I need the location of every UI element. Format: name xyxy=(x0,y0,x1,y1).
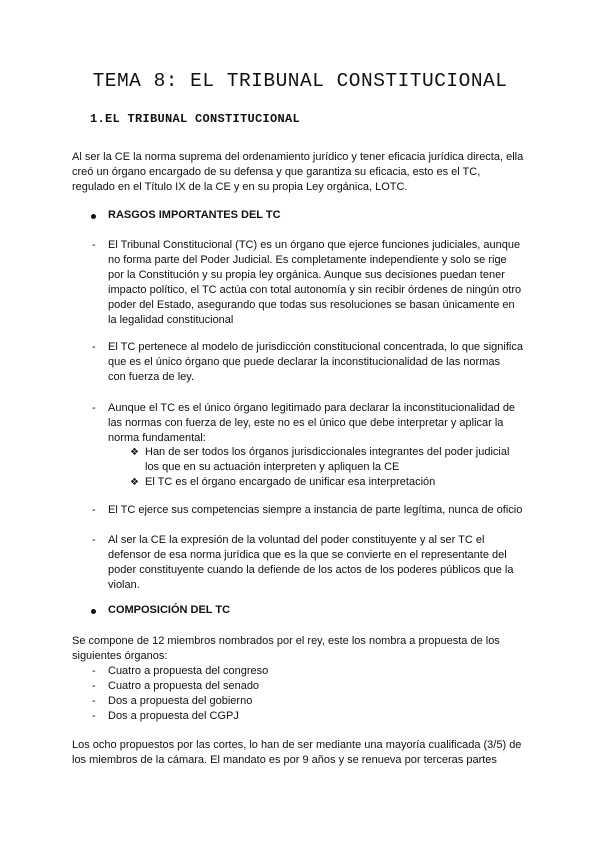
rasgo-line: norma fundamental: xyxy=(108,432,206,444)
heading-composicion: COMPOSICIÓN DEL TC xyxy=(108,604,231,616)
dash-marker: - xyxy=(92,341,96,353)
dash-marker: - xyxy=(92,504,96,516)
section-title: 1.EL TRIBUNAL CONSTITUCIONAL xyxy=(90,112,301,126)
intro-line: creó un órgano encargado de su defensa y que garantiza su eficacia, esto es el TC, xyxy=(72,166,481,178)
composicion-item: Cuatro a propuesta del congreso xyxy=(108,665,269,677)
composicion-item: Dos a propuesta del CGPJ xyxy=(108,710,239,722)
closing-line: los miembros de la cámara. El mandato es por 9 años y se renueva por terceras partes xyxy=(72,754,497,766)
rasgo-line: impacto político, el TC actúa con total autonomía y sin recibir órdenes de ningún otro xyxy=(108,284,522,296)
rasgo-line: Aunque el TC es el único órgano legitimado para declarar la inconstitucionalidad de xyxy=(108,402,516,414)
heading-rasgos: RASGOS IMPORTANTES DEL TC xyxy=(108,209,281,221)
rasgo-line: violan. xyxy=(108,579,140,591)
dash-marker: - xyxy=(92,402,96,414)
dash-marker: - xyxy=(92,665,96,677)
diamond-bullet-icon: ❖ xyxy=(130,477,139,488)
rasgo-line: con fuerza de ley. xyxy=(108,371,195,383)
dash-marker: - xyxy=(92,680,96,692)
dash-marker: - xyxy=(92,239,96,251)
composicion-line: Se compone de 12 miembros nombrados por el rey, este los nombra a propuesta de los xyxy=(72,635,500,647)
rasgo-line: la legalidad constitucional xyxy=(108,314,234,326)
bullet-icon xyxy=(91,214,96,219)
bullet-icon xyxy=(91,609,96,614)
dash-marker: - xyxy=(92,710,96,722)
rasgo-line: El TC pertenece al modelo de jurisdicción constitucional concentrada, lo que significa xyxy=(108,341,523,353)
sub-item-line: los que en su actuación interpreten y apliquen la CE xyxy=(145,461,400,473)
rasgo-line: defensor de esa norma jurídica que es la que se convierte en el representante del xyxy=(108,549,507,561)
rasgo-line: poder del Estado, asegurando que todas sus resoluciones se basan únicamente en xyxy=(108,299,515,311)
rasgo-line: Al ser la CE la expresión de la voluntad del poder constituyente y al ser TC el xyxy=(108,534,485,546)
composicion-item: Cuatro a propuesta del senado xyxy=(108,680,260,692)
rasgo-line: por la Constitución y su propia ley orgánica. Aunque sus decisiones puedan tener xyxy=(108,269,505,281)
sub-item-line: Han de ser todos los órganos jurisdiccionales integrantes del poder judicial xyxy=(145,446,510,458)
rasgo-line: El Tribunal Constitucional (TC) es un órgano que ejerce funciones judiciales, aunque xyxy=(108,239,521,251)
rasgo-line: no forma parte del Poder Judicial. Es completamente independiente y solo se rige xyxy=(108,254,507,266)
composicion-item: Dos a propuesta del gobierno xyxy=(108,695,253,707)
dash-marker: - xyxy=(92,695,96,707)
intro-line: Al ser la CE la norma suprema del ordenamiento jurídico y tener eficacia jurídica directa, ella xyxy=(72,151,524,163)
rasgo-line: poder constituyente cuando la defiende de los actos de los poderes públicos que la xyxy=(108,564,514,576)
intro-line: regulado en el Título IX de la CE y en su propia Ley orgánica, LOTC. xyxy=(72,181,408,193)
closing-line: Los ocho propuestos por las cortes, lo han de ser mediante una mayoría cualificada (3/5) de xyxy=(72,739,522,751)
rasgo-line: las normas con fuerza de ley, este no es el único que debe interpretar y aplicar la xyxy=(108,417,504,429)
composicion-line: siguientes órganos: xyxy=(72,650,168,662)
page-title: TEMA 8: EL TRIBUNAL CONSTITUCIONAL xyxy=(92,70,508,92)
sub-item-line: El TC es el órgano encargado de unificar esa interpretación xyxy=(145,476,436,488)
diamond-bullet-icon: ❖ xyxy=(130,447,139,458)
rasgo-line: que es el único órgano que puede declarar la inconstitucionalidad de las normas xyxy=(108,356,500,368)
dash-marker: - xyxy=(92,534,96,546)
rasgo-line: El TC ejerce sus competencias siempre a instancia de parte legítima, nunca de oficio xyxy=(108,504,523,516)
